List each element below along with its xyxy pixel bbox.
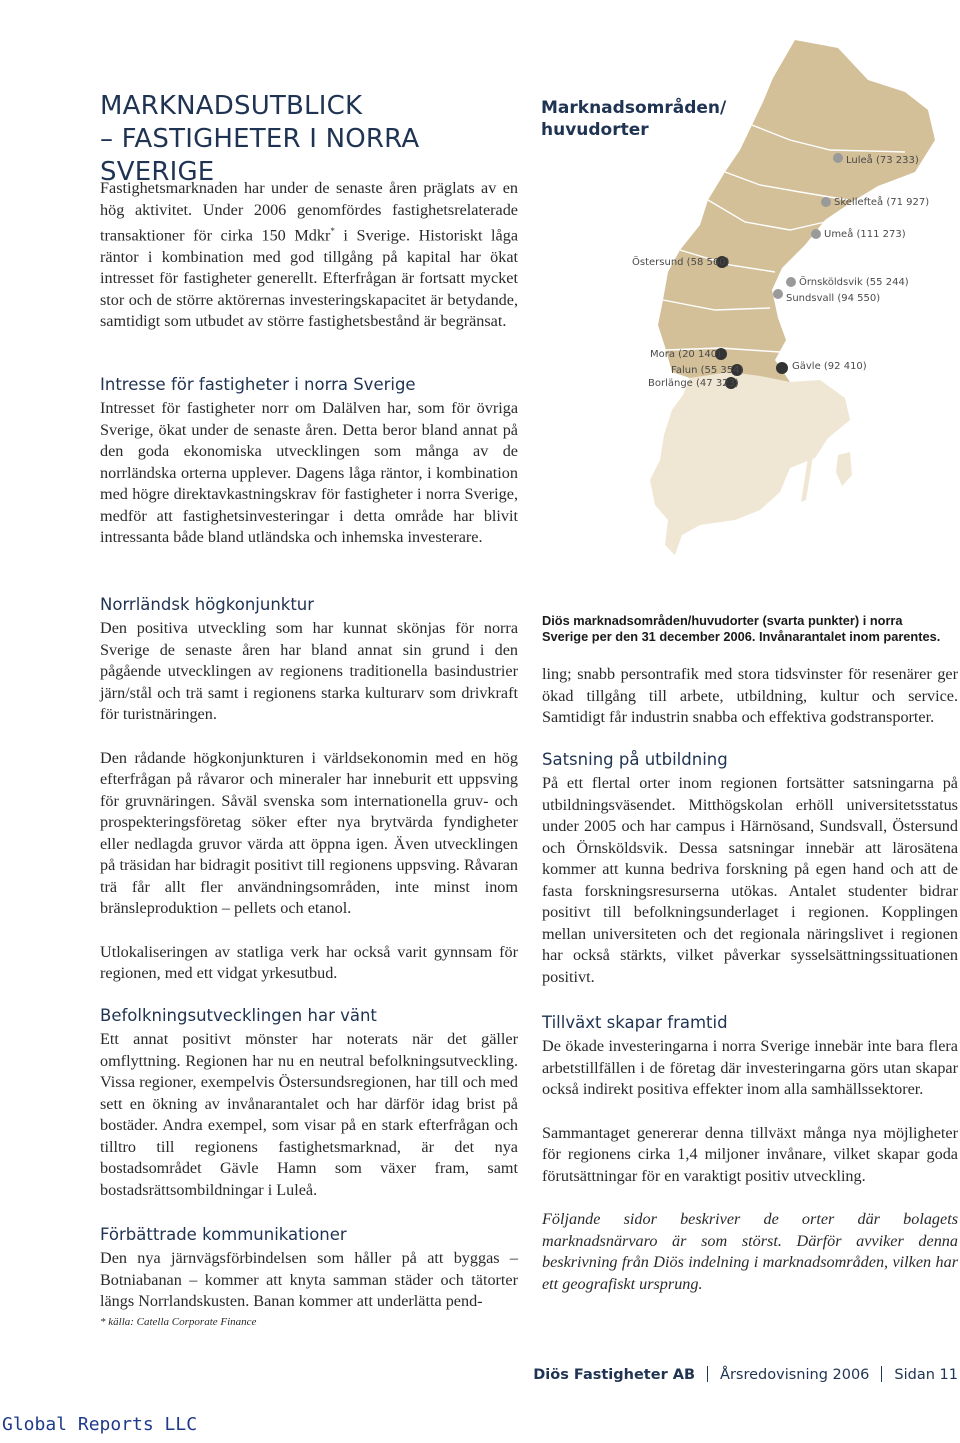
section-boom-paragraph-3: Utlokaliseringen av statliga verk har också varit gynnsam för regionen, med ett vidgat yrkesutbud.: [100, 942, 518, 982]
intro-text-start: Fastighetsmarknaden har under de senaste åren präglats av en hög aktivitet. Under 2006 genomfördes fastighetsrelaterade transaktioner för cirka 150 Mdkr: [100, 179, 518, 245]
section-population-paragraph: Ett annat positivt mönster har noterats när det gäller omflyttning. Regionen har nu en neutral befolkningsutveckling. Vissa regioner, exempelvis Östersundsregionen, har till och med sett en ökning av invånarantalet och har därför idag brist på bostäder. Andra exempel, som visar på en stark efterfrågan och tilltro till regionens fastighetsmarknad, är det nya bostadsområdet Gävle Hamn som växer fram, samt bostadsrättsombildningar i Luleå.: [100, 1030, 518, 1199]
intro-text-end: i Sverige. Historiskt låga räntor i kombination med god tillgång på kapital har ökat intresset för fastigheter generellt. Efterfrågan är fortsatt mycket stor och de större aktörernas investeringskapacitet är betydande, samtidigt som utbudet av större fastighetsbestånd är begränsat.: [100, 226, 519, 331]
map-dot-umea: [811, 229, 821, 239]
footnote: * källa: Catella Corporate Finance: [100, 1316, 257, 1328]
section-growth: [542, 1012, 958, 1295]
map-dot-lulea: [833, 153, 843, 163]
section-heading-communications: Förbättrade kommunikationer: [100, 1225, 347, 1244]
page-title: [100, 90, 540, 189]
section-growth-italic-note: Följande sidor beskriver de orter där bolagets marknadsnärvaro är som störst. Därför avviker denna beskrivning från Diös indelning i marknadsområden, vilken har ett geografiskt ursprung.: [542, 1210, 958, 1293]
section-interest-paragraph: Intresset för fastigheter norr om Dalälven har, som för övriga Sverige, ökat under de senaste åren. Detta beror bland annat på den goda ekonomiska utvecklingen som många av de norrländska orterna upplever. Dagens låga räntor, i kombination med högre direktavkastningskrav för fastigheter i norra Sverige, medför att fastighetsinvesteringar i detta område har blivit intressanta både bland utländska och inhemska investerare.: [100, 399, 518, 546]
map-title-line2: huvudorter: [541, 120, 649, 140]
section-growth-paragraph-1: De ökade investeringarna i norra Sverige innebär inte bara flera arbetstillfällen i de företag där investeringarna görs utan skapar också indirekt positiva effekter inom alla samhällssektorer.: [542, 1037, 958, 1098]
city-label-gavle: Gävle (92 410): [792, 361, 867, 372]
section-heading-boom: Norrländsk högkonjunktur: [100, 595, 315, 614]
section-heading-education: Satsning på utbildning: [542, 750, 728, 769]
map-caption: Diös marknadsområden/huvudorter (svarta punkter) i norra Sverige per den 31 december 2006. Invånarantalet inom parentes.: [542, 613, 941, 644]
section-heading-growth: Tillväxt skapar framtid: [542, 1013, 728, 1032]
section-boom-paragraph-2: Den rådande högkonjunkturen i världsekonomin med en hög efterfrågan på råvaror och mineraler har inneburit ett uppsving för gruvnäringen. Såväl svenska som internationella gruv- och prospekteringsföretag söker efter nya brytvärda fyndigheter eller nedlagda gruvor värda att öppna igen. Även utvecklingen på träsidan har bidragit positivt till regionens uppsving. Råvaran trä får allt fler användningsområden, inte minst inom bränsleproduktion – pellets och etanol.: [100, 748, 518, 917]
section-education: [542, 749, 958, 988]
map-region-south: [650, 372, 850, 555]
footer-report: Årsredovisning 2006: [720, 1367, 870, 1383]
map-dot-sundsvall: [773, 289, 783, 299]
watermark: Global Reports LLC: [2, 1414, 198, 1435]
map-title-line1: Marknadsområden/: [541, 98, 727, 118]
section-communications-continuation: ling; snabb persontrafik med stora tidsvinster för resenärer ger ökad tillgång till arbete, utbildning, kultur och service. Samtidigt får industrin snabba och effektiva godstransporter.: [542, 665, 958, 726]
map-island-gotland: [836, 452, 852, 486]
section-growth-paragraph-2: Sammantaget genererar denna tillväxt många nya möjligheter för regionens cirka 1,4 miljoner invånare, vilket skapar goda förutsättningar för en varaktigt positiv utveckling.: [542, 1123, 958, 1185]
footer-company: Diös Fastigheter AB: [533, 1367, 696, 1383]
section-education-paragraph: På ett flertal orter inom regionen fortsätter satsningarna på utbildningsväsendet. Mitthögskolan erhöll universitetsstatus under 2005 och har campus i Härnösand, Sundsvall, Östersund och Örnsköldsvik. Dessa satsningar innebär att lärosätena kommer att kunna bedriva forskning på egen hand och att de fasta forskningsresurserna utökas. Antalet studenter bidrar positivt till befolkningsunderlaget i regionen. Kopplingen mellan universiteten och det regionala näringslivet i regionen har också stärkts, vilket påverkar sysselsättningssituationen positivt.: [542, 774, 958, 986]
city-label-falun: Falun (55 354): [671, 365, 744, 376]
footer-separator: [881, 1366, 882, 1382]
footer-separator: [707, 1366, 708, 1382]
section-communications: [100, 1224, 518, 1313]
city-label-umea: Umeå (111 273): [824, 229, 906, 240]
city-label-ostersund: Östersund (58 560): [632, 257, 730, 268]
section-heading-interest: Intresse för fastigheter i norra Sverige: [100, 375, 416, 394]
page-title-line2: – FASTIGHETER I NORRA SVERIGE: [100, 124, 420, 187]
city-label-skelleftea: Skellefteå (71 927): [834, 197, 930, 208]
city-label-sundsvall: Sundsvall (94 550): [786, 293, 881, 304]
map-dot-gavle: [776, 362, 788, 374]
section-heading-population: Befolkningsutvecklingen har vänt: [100, 1006, 377, 1025]
city-label-mora: Mora (20 140): [650, 349, 721, 360]
intro-footnote-marker: *: [330, 226, 335, 236]
city-label-borlange: Borlänge (47 323): [648, 378, 739, 389]
map-island-oland: [801, 456, 813, 502]
section-population: [100, 1005, 518, 1201]
section-communications-paragraph: Den nya järnvägsförbindelsen som håller på att byggas – Botniabanan – kommer att knyta samman städer och tätorter längs Norrlandskusten. Banan kommer att underlätta pend-: [100, 1249, 518, 1310]
city-label-ornskoldsvik: Örnsköldsvik (55 244): [799, 277, 909, 288]
map-dot-ornskoldsvik: [786, 277, 796, 287]
section-boom: [100, 594, 518, 985]
sweden-map: [560, 20, 960, 580]
page-title-line1: MARKNADSUTBLICK: [100, 91, 363, 121]
map-dot-skelleftea: [821, 197, 831, 207]
page-footer: [533, 1366, 958, 1383]
map-region-north: [658, 40, 935, 382]
footer-page-number: Sidan 11: [894, 1367, 958, 1383]
intro-paragraph: [100, 178, 518, 333]
city-label-lulea: Luleå (73 233): [846, 155, 919, 166]
section-boom-paragraph-1: Den positiva utveckling som har kunnat skönjas för norra Sverige de senaste åren har bland annat sin grund i den pågående utvecklingen av regionens traditionella basindustrier järn/stål och trä samt i regionens starka kulturarv som drivkraft för turistnäringen.: [100, 619, 518, 723]
section-interest: [100, 374, 518, 549]
